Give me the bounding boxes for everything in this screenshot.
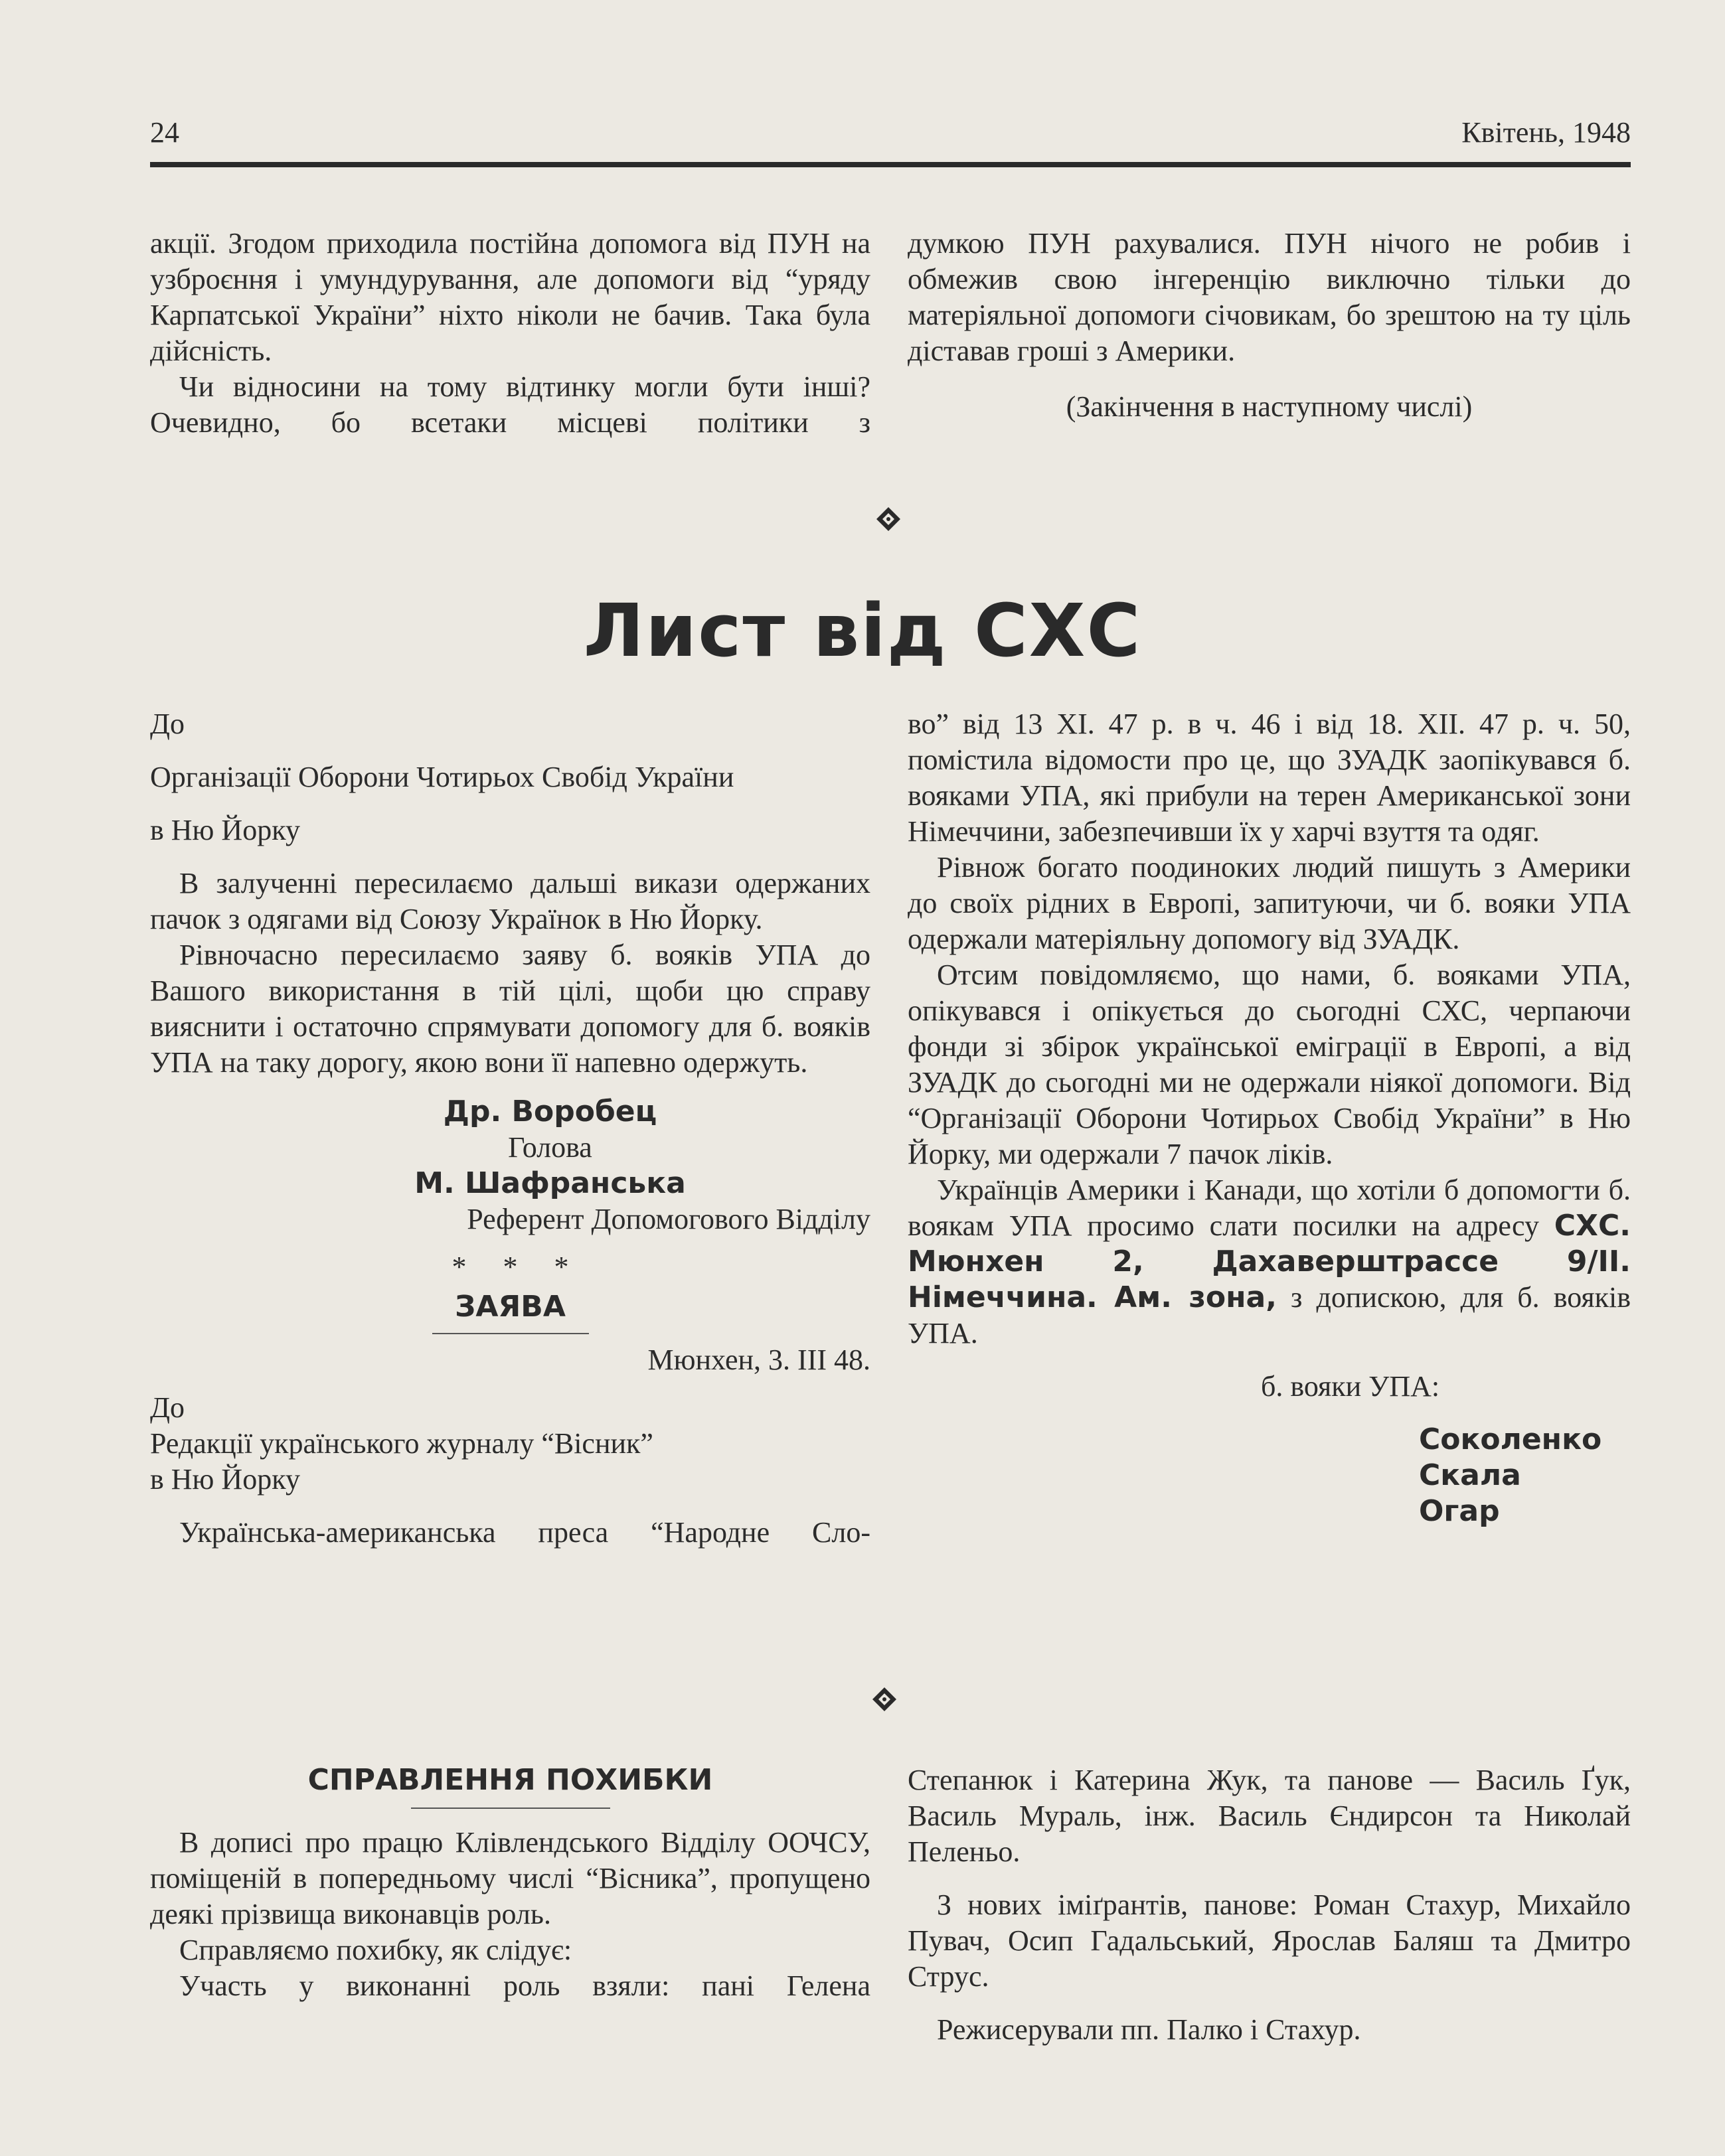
issue-date: Квітень, 1948 xyxy=(1461,116,1631,149)
addressee-line: Організації Оборони Чотирьох Свобід України xyxy=(150,761,734,793)
paragraph: Рівночасно пересилаємо заяву б. вояків УПА до Вашого використання в тій цілі, щоби цю справу вияснити і остаточно спрямувати допомогу для б. вояків УПА на таку дорогу, якою вони її напевно одержуть. xyxy=(150,939,870,1079)
paragraph: Українська-американська преса “Народне Сло- xyxy=(179,1516,870,1549)
heading-rule xyxy=(432,1333,589,1334)
letter-left-column xyxy=(150,706,870,1551)
soldier-name: Огар xyxy=(1419,1494,1500,1528)
header-rule xyxy=(150,162,1631,167)
statement-addressee xyxy=(150,1390,870,1498)
heading-rule xyxy=(411,1808,610,1809)
paragraph: Участь у виконанні роль взяли: пані Гелена xyxy=(179,1969,870,2002)
appeal-text: Українців Америки і Канади, що хотіли б допомогти б. воякам УПА просимо слати посилки на адресу xyxy=(908,1174,1631,1242)
section-separator: * * * xyxy=(452,1251,569,1283)
paragraph: З нових іміґрантів, панове: Роман Стахур, Михайло Пувач, Осип Гадальський, Ярослав Баляш та Дмитро Струс. xyxy=(908,1888,1631,1993)
signed-by: б. вояки УПА: xyxy=(1261,1370,1440,1403)
letter-right-column xyxy=(908,706,1631,1529)
page-number: 24 xyxy=(150,116,179,149)
soldier-name: Скала xyxy=(1419,1458,1521,1492)
addressee-line: До xyxy=(150,1391,185,1424)
paragraph: Отсим повідомляємо, що нами, б. вояками УПА, опікувався і опікується до сьогодні СХС, черпаючи фонди зі збірок української еміграції в Европі, а від ЗУАДК до сьогодні ми не одержали ніякої допомоги. Від “Організації Оборони Чотирьох Свобід України” в Ню Йорку, ми одержали 7 пачок ліків. xyxy=(908,959,1631,1170)
top-right-column xyxy=(908,226,1631,425)
paragraph: во” від 13 XI. 47 р. в ч. 46 і від 18. XII. 47 р. ч. 50, помістила відомости про це, що ЗУАДК заопікувався б. вояками УПА, які прибули на терен Американської зони Німеччини, забезпечивши їх у харчі взуття та одяг. xyxy=(908,708,1631,848)
paragraph: акції. Згодом приходила постійна допомога від ПУН на узброєння і умундурування, але допомоги від “уряду Карпатської України” ніхто ніколи не бачив. Така була дійсність. xyxy=(150,227,870,367)
appeal-address: СХС. Мюнхен 2, Дахаверштрассе 9/II. Німеччина. Ам. зона, xyxy=(908,1209,1631,1314)
paragraph: Чи відносини на тому відтинку могли бути інші? Очевидно, бо всетаки місцеві політики з xyxy=(150,370,870,439)
place-date: Мюнхен, 3. III 48. xyxy=(647,1344,870,1376)
continuation-note: (Закінчення в наступному числі) xyxy=(1066,390,1473,423)
signatory-name: М. Шафранська xyxy=(414,1166,686,1200)
signatory-role: Голова xyxy=(508,1131,592,1164)
signatory-name: Др. Воробец xyxy=(443,1095,657,1128)
paragraph: Режисерували пп. Палко і Стахур. xyxy=(937,2013,1361,2046)
correction-left-column xyxy=(150,1762,870,2004)
paragraph: Справляємо похибку, як слідує: xyxy=(179,1934,572,1966)
appeal-paragraph xyxy=(908,1172,1631,1351)
paragraph: В залученні пересилаємо дальші викази одержаних пачок з одягами від Союзу Українок в Ню Йорку. xyxy=(150,867,870,935)
addressee-line: в Ню Йорку xyxy=(150,1463,300,1496)
paragraph: Степанюк і Катерина Жук, та панове — Василь Ґук, Василь Мураль, інж. Василь Єндирсон та Николай Пеленьо. xyxy=(908,1764,1631,1868)
top-left-column xyxy=(150,226,870,441)
signature-block xyxy=(150,1094,870,1201)
addressee-line: в Ню Йорку xyxy=(150,814,300,846)
statement-heading: ЗАЯВА xyxy=(455,1290,566,1324)
correction-heading: СПРАВЛЕННЯ ПОХИБКИ xyxy=(307,1763,713,1797)
correction-right-column xyxy=(908,1762,1631,2048)
article-title: Лист від СХС xyxy=(583,588,1142,673)
soldier-name: Соколенко xyxy=(1419,1423,1602,1456)
paragraph: думкою ПУН рахувалися. ПУН нічого не робив і обмежив свою інгеренцію виключно тільки до матеріяльної допомоги січовикам, бо зрештою на ту ціль діставав гроші з Америки. xyxy=(908,227,1631,367)
paragraph: В дописі про працю Клівлендського Відділу ООЧСУ, поміщеній в попередньому числі “Вісника”, пропущено деякі прізвища виконавців роль. xyxy=(150,1826,870,1930)
paragraph: Рівнож богато поодиноких людий пишуть з Америки до своїх рідних в Европі, запитуючи, чи б. вояки УПА одержали матеріяльну допомогу від ЗУАДК. xyxy=(908,851,1631,955)
soldier-signatures xyxy=(908,1422,1631,1529)
appeal-text: з допискою, для б. вояків УПА. xyxy=(908,1281,1631,1349)
diamond-ornament-icon xyxy=(871,1686,898,1713)
signatory-role: Референт Допомогового Відділу xyxy=(467,1203,870,1235)
addressee-line: До xyxy=(150,708,185,740)
diamond-ornament-icon xyxy=(875,506,902,532)
addressee-line: Редакції українського журналу “Вісник” xyxy=(150,1427,653,1460)
